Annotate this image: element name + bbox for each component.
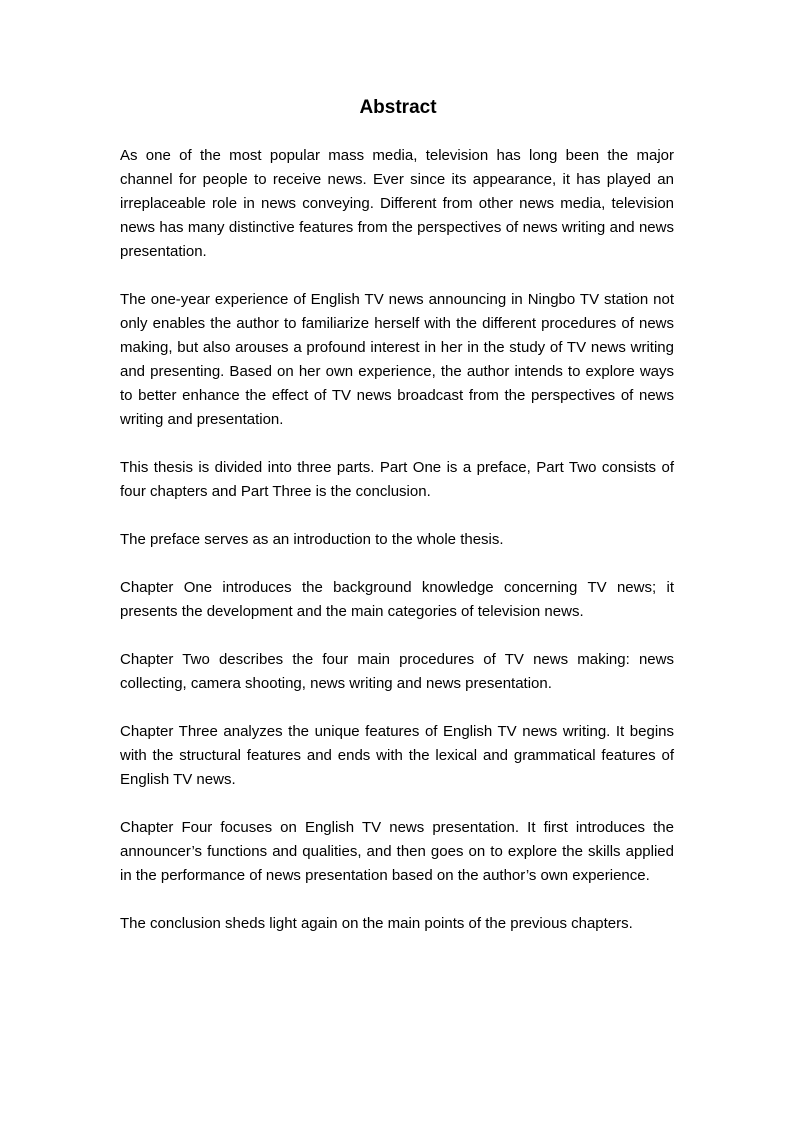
paragraph-intro: As one of the most popular mass media, television has long been the major channel for people to receive news. Ever since its appearance, it has played an irreplaceable role in news conveying. Different from other news media, television news has many distinctive features from the perspectives of news writing and news presentation. [120,147,674,260]
page-title: Abstract [359,97,437,118]
paragraph-structure: This thesis is divided into three parts. Part One is a preface, Part Two consists of four chapters and Part Three is the conclusion. [120,459,674,500]
paragraph-chapter-four: Chapter Four focuses on English TV news presentation. It first introduces the announcer’s functions and qualities, and then goes on to explore the skills applied in the performance of news presentation based on the author’s own experience. [120,819,674,884]
paragraph-preface: The preface serves as an introduction to the whole thesis. [120,531,504,548]
paragraph-chapter-one: Chapter One introduces the background knowledge concerning TV news; it presents the development and the main categories of television news. [120,579,674,620]
paragraph-conclusion: The conclusion sheds light again on the main points of the previous chapters. [120,915,633,932]
paragraph-chapter-two: Chapter Two describes the four main procedures of TV news making: news collecting, camera shooting, news writing and news presentation. [120,651,674,692]
paragraph-experience: The one-year experience of English TV news announcing in Ningbo TV station not only enables the author to familiarize herself with the different procedures of news making, but also arouses a profound interest in her in the study of TV news writing and presenting. Based on her own experience, the author intends to explore ways to better enhance the effect of TV news broadcast from the perspectives of news writing and presentation. [120,291,674,428]
abstract-page [120,96,674,960]
paragraph-chapter-three: Chapter Three analyzes the unique features of English TV news writing. It begins with the structural features and ends with the lexical and grammatical features of English TV news. [120,723,674,788]
